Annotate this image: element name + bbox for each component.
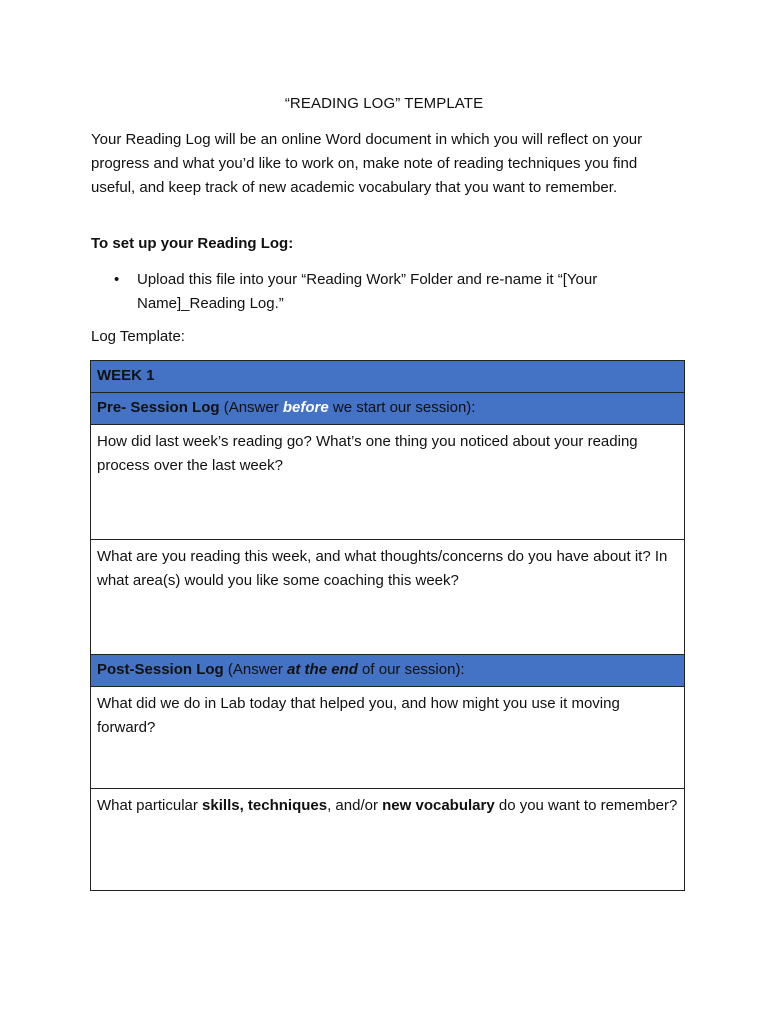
log-template-label: Log Template:	[91, 328, 185, 345]
pre-session-header-cell	[91, 393, 685, 425]
document-title: “READING LOG” TEMPLATE	[284, 95, 484, 112]
post-question-2-bold1: skills, techniques	[202, 797, 328, 814]
pre-session-label: Pre- Session Log	[97, 399, 220, 416]
reading-log-table	[90, 360, 685, 891]
post-question-1-text: What did we do in Lab today that helped you, and how might you use it moving forward?	[97, 695, 620, 736]
pre-session-note-open: (Answer	[219, 399, 283, 416]
setup-heading: To set up your Reading Log:	[91, 235, 294, 252]
week-header-cell	[91, 361, 685, 393]
table-row	[91, 361, 685, 393]
pre-session-note-close: we start our session):	[328, 399, 476, 416]
list-item	[91, 268, 662, 316]
table-row	[91, 540, 685, 655]
post-question-2-part2: , and/or	[327, 797, 383, 814]
bullet-text: Upload this file into your “Reading Work” Folder and re-name it “[Your Name]_Reading Log.”	[137, 271, 598, 312]
table-row	[91, 655, 685, 687]
pre-session-note-emphasis: before	[282, 399, 329, 416]
week-label: WEEK 1	[97, 367, 155, 384]
table-row	[91, 789, 685, 891]
post-question-1-cell[interactable]	[91, 687, 685, 789]
pre-question-2-cell[interactable]	[91, 540, 685, 655]
post-question-2-bold2: new vocabulary	[382, 797, 495, 814]
table-row	[91, 425, 685, 540]
post-question-2-cell[interactable]	[91, 789, 685, 891]
post-session-label: Post-Session Log	[97, 661, 224, 678]
post-session-note-open: (Answer	[223, 661, 288, 678]
bullet-icon: •	[114, 271, 120, 288]
post-session-note-close: of our session):	[357, 661, 465, 678]
intro-paragraph: Your Reading Log will be an online Word document in which you will reflect on your progress and what you’d like to work on, make note of reading techniques you find useful, and keep track of new academic vocabulary that you want to remember.	[91, 131, 643, 196]
pre-question-1-text: How did last week’s reading go? What’s one thing you noticed about your reading process over the last week?	[97, 433, 638, 474]
pre-question-1-cell[interactable]	[91, 425, 685, 540]
pre-question-2-text: What are you reading this week, and what thoughts/concerns do you have about it? In what area(s) would you like some coaching this week?	[97, 548, 668, 589]
setup-bullet-list	[91, 268, 691, 316]
table-row	[91, 687, 685, 789]
post-session-header-cell	[91, 655, 685, 687]
post-session-note-emphasis: at the end	[287, 661, 358, 678]
post-question-2-part3: do you want to remember?	[494, 797, 678, 814]
table-row	[91, 393, 685, 425]
post-question-2-part1: What particular	[97, 797, 203, 814]
